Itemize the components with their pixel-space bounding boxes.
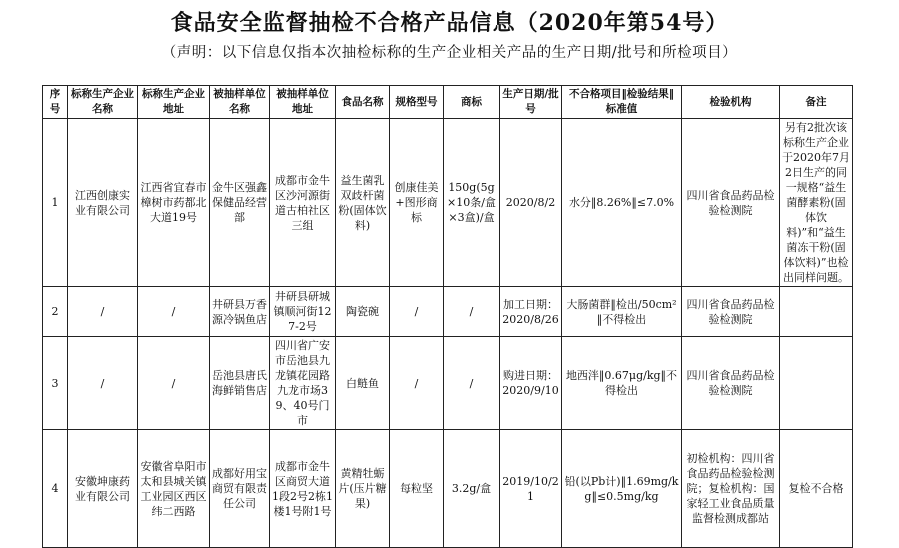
cell-brand: 3.2g/盒 <box>444 430 500 548</box>
cell-no: 2 <box>43 287 68 337</box>
cell-brand: 150g(5g×10条/盒×3盒)/盒 <box>444 119 500 287</box>
cell-sampled-name: 井研县万香源冷锅鱼店 <box>210 287 270 337</box>
cell-food: 黄精牡蛎片(压片糖果) <box>336 430 390 548</box>
cell-agency: 四川省食品药品检验检测院 <box>682 287 780 337</box>
cell-date: 购进日期：2020/9/10 <box>500 337 562 430</box>
table-row <box>43 430 853 548</box>
table-header-row <box>43 86 853 119</box>
cell-no: 4 <box>43 430 68 548</box>
cell-date: 2019/10/21 <box>500 430 562 548</box>
page-subtitle: （声明：以下信息仅指本次抽检标称的生产企业相关产品的生产日期/批号和所检项目） <box>161 45 738 61</box>
cell-item: 水分‖8.26%‖≤7.0% <box>562 119 682 287</box>
cell-date: 2020/8/2 <box>500 119 562 287</box>
cell-item: 铅(以Pb计)‖1.69mg/kg‖≤0.5mg/kg <box>562 430 682 548</box>
header-no: 序号 <box>43 86 68 119</box>
table-row <box>43 119 853 287</box>
cell-spec: 创康佳美+图形商标 <box>390 119 444 287</box>
cell-no: 1 <box>43 119 68 287</box>
cell-food: 白鲢鱼 <box>336 337 390 430</box>
header-item: 不合格项目‖检验结果‖标准值 <box>562 86 682 119</box>
cell-food: 陶瓷碗 <box>336 287 390 337</box>
header-date: 生产日期/批号 <box>500 86 562 119</box>
cell-mfr-addr: 安徽省阜阳市太和县城关镇工业园区西区纬二西路 <box>138 430 210 548</box>
cell-remark: 复检不合格 <box>780 430 853 548</box>
cell-spec: 每粒坚 <box>390 430 444 548</box>
page-title: 食品安全监督抽检不合格产品信息（2020年第54号） <box>170 10 729 36</box>
header-mfr-name: 标称生产企业名称 <box>68 86 138 119</box>
cell-remark <box>780 287 853 337</box>
cell-sampled-name: 金牛区强鑫保健品经营部 <box>210 119 270 287</box>
cell-remark: 另有2批次该标称生产企业于2020年7月2日生产的同一规格“益生菌酵素粉(固体饮料)”和“益生菌冻干粉(固体饮料)”也检出同样问题。 <box>780 119 853 287</box>
cell-item: 地西泮‖0.67μg/kg‖不得检出 <box>562 337 682 430</box>
cell-mfr-name: 江西创康实业有限公司 <box>68 119 138 287</box>
cell-date: 加工日期：2020/8/26 <box>500 287 562 337</box>
cell-item: 大肠菌群‖检出/50cm²‖不得检出 <box>562 287 682 337</box>
cell-food: 益生菌乳双歧杆菌粉(固体饮料) <box>336 119 390 287</box>
cell-mfr-addr: 江西省宜春市樟树市药都北大道19号 <box>138 119 210 287</box>
cell-mfr-addr: / <box>138 337 210 430</box>
cell-sampled-addr: 井研县研城镇顺河街127-2号 <box>270 287 336 337</box>
cell-sampled-name: 岳池县唐氏海鲜销售店 <box>210 337 270 430</box>
header-agency: 检验机构 <box>682 86 780 119</box>
cell-brand: / <box>444 337 500 430</box>
table-row <box>43 287 853 337</box>
cell-agency: 初检机构：四川省食品药品检验检测院；复检机构：国家轻工业食品质量监督检测成都站 <box>682 430 780 548</box>
table-row <box>43 337 853 430</box>
header-mfr-addr: 标称生产企业地址 <box>138 86 210 119</box>
header-remark: 备注 <box>780 86 853 119</box>
header-sampled-name: 被抽样单位名称 <box>210 86 270 119</box>
cell-mfr-name: 安徽坤康药业有限公司 <box>68 430 138 548</box>
header-brand: 商标 <box>444 86 500 119</box>
cell-sampled-addr: 成都市金牛区沙河源街道古柏社区三组 <box>270 119 336 287</box>
cell-mfr-name: / <box>68 337 138 430</box>
inspection-table <box>42 85 853 548</box>
cell-no: 3 <box>43 337 68 430</box>
cell-sampled-addr: 成都市金牛区商贸大道1段2号2栋1楼1号附1号 <box>270 430 336 548</box>
cell-spec: / <box>390 337 444 430</box>
cell-mfr-addr: / <box>138 287 210 337</box>
cell-agency: 四川省食品药品检验检测院 <box>682 337 780 430</box>
header-sampled-addr: 被抽样单位地址 <box>270 86 336 119</box>
cell-sampled-addr: 四川省广安市岳池县九龙镇花园路九龙市场39、40号门市 <box>270 337 336 430</box>
header-spec: 规格型号 <box>390 86 444 119</box>
cell-brand: / <box>444 287 500 337</box>
cell-remark <box>780 337 853 430</box>
cell-agency: 四川省食品药品检验检测院 <box>682 119 780 287</box>
cell-spec: / <box>390 287 444 337</box>
cell-mfr-name: / <box>68 287 138 337</box>
header-food: 食品名称 <box>336 86 390 119</box>
cell-sampled-name: 成都好用宝商贸有限责任公司 <box>210 430 270 548</box>
